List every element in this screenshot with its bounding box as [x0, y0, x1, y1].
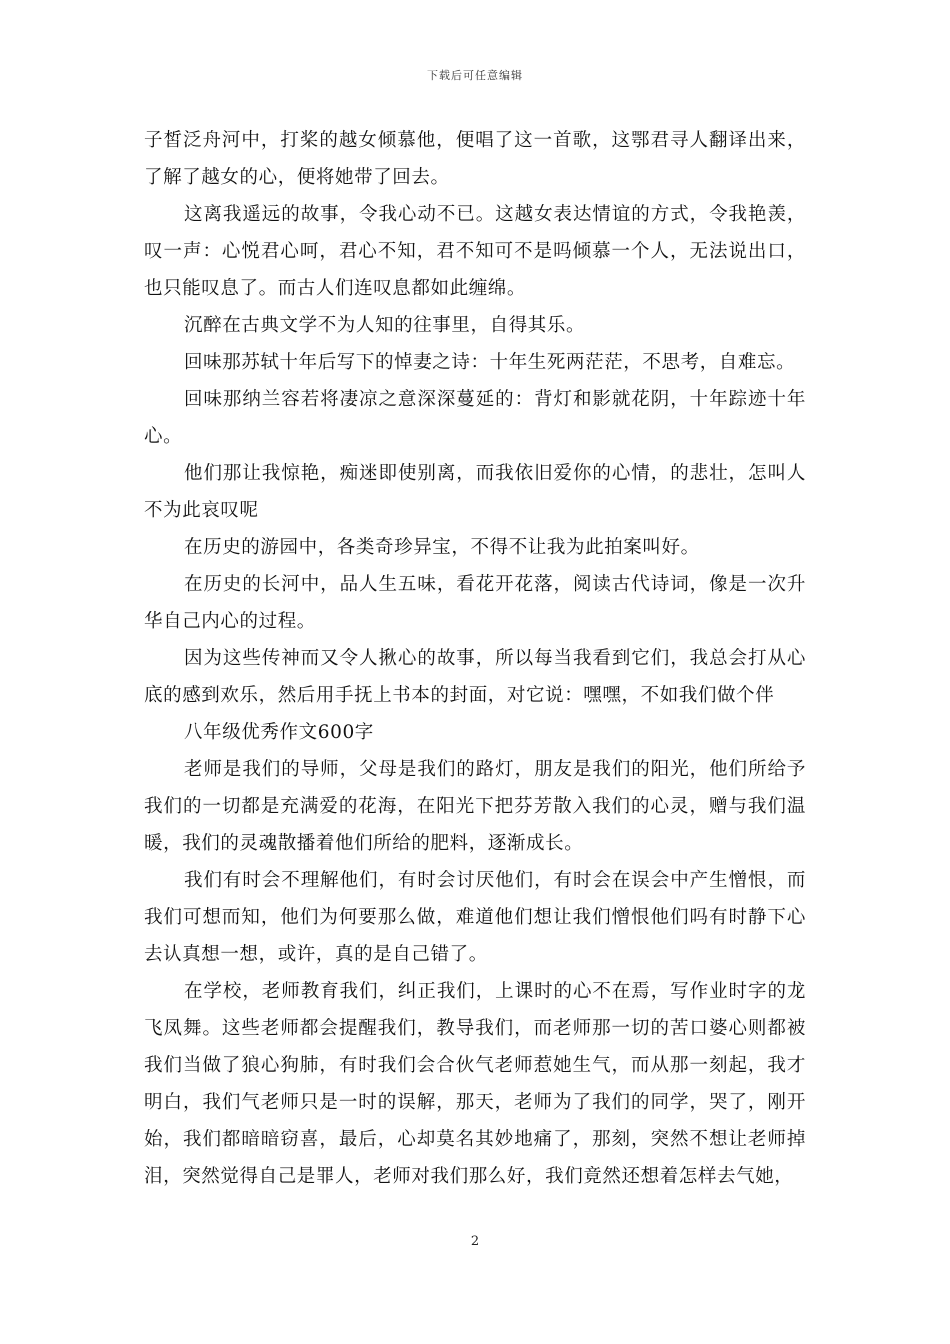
paragraph: 在学校，老师教育我们，纠正我们，上课时的心不在焉，写作业时字的龙飞凤舞。这些老师都会提醒我们，教导我们，而老师那一切的苦口婆心则都被我们当做了狼心狗肺，有时我们会合伙气老师惹她生气，而从那一刻起，我才明白，我们气老师只是一时的误解，那天，老师为了我们的同学，哭了，刚开始，我们都暗暗窃喜，最后，心却莫名其妙地痛了，那刻，突然不想让老师掉泪，突然觉得自己是罪人，老师对我们那么好，我们竟然还想着怎样去气她，	[144, 981, 806, 1187]
paragraph: 老师是我们的导师，父母是我们的路灯，朋友是我们的阳光，他们所给予我们的一切都是充满爱的花海，在阳光下把芬芳散入我们的心灵，赠与我们温暖，我们的灵魂散播着他们所给的肥料，逐渐成长。	[144, 759, 806, 854]
paragraph: 回味那苏轼十年后写下的悼妻之诗：十年生死两茫茫，不思考，自难忘。	[184, 352, 796, 373]
document-body	[144, 122, 806, 1195]
paragraph: 因为这些传神而又令人揪心的故事，所以每当我看到它们，我总会打从心底的感到欢乐，然后用手抚上书本的封面，对它说：嘿嘿，不如我们做个伴	[144, 648, 806, 706]
paragraph: 沉醉在古典文学不为人知的往事里，自得其乐。	[184, 315, 586, 336]
paragraph: 在历史的游园中，各类奇珍异宝，不得不让我为此拍案叫好。	[184, 537, 700, 558]
page-header: 下载后可任意编辑	[427, 69, 523, 82]
paragraph: 这离我遥远的故事，令我心动不已。这越女表达情谊的方式，令我艳羡，叹一声：心悦君心呵，君心不知，君不知可不是吗倾慕一个人，无法说出口，也只能叹息了。而古人们连叹息都如此缠绵。	[144, 204, 806, 299]
paragraph: 在历史的长河中，品人生五味，看花开花落，阅读古代诗词，像是一次升华自己内心的过程。	[144, 574, 806, 632]
section-heading: 八年级优秀作文600字	[184, 722, 374, 743]
paragraph: 回味那纳兰容若将凄凉之意深深蔓延的：背灯和影就花阴，十年踪迹十年心。	[144, 389, 806, 447]
paragraph: 他们那让我惊艳，痴迷即使别离，而我依旧爱你的心情，的悲壮，怎叫人不为此哀叹呢	[144, 463, 806, 521]
page-number: 2	[470, 1234, 480, 1249]
paragraph: 子皙泛舟河中，打桨的越女倾慕他，便唱了这一首歌，这鄂君寻人翻译出来，了解了越女的心，便将她带了回去。	[144, 130, 806, 188]
paragraph: 我们有时会不理解他们，有时会讨厌他们，有时会在误会中产生憎恨，而我们可想而知，他们为何要那么做，难道他们想让我们憎恨他们吗有时静下心去认真想一想，或许，真的是自己错了。	[144, 870, 806, 965]
